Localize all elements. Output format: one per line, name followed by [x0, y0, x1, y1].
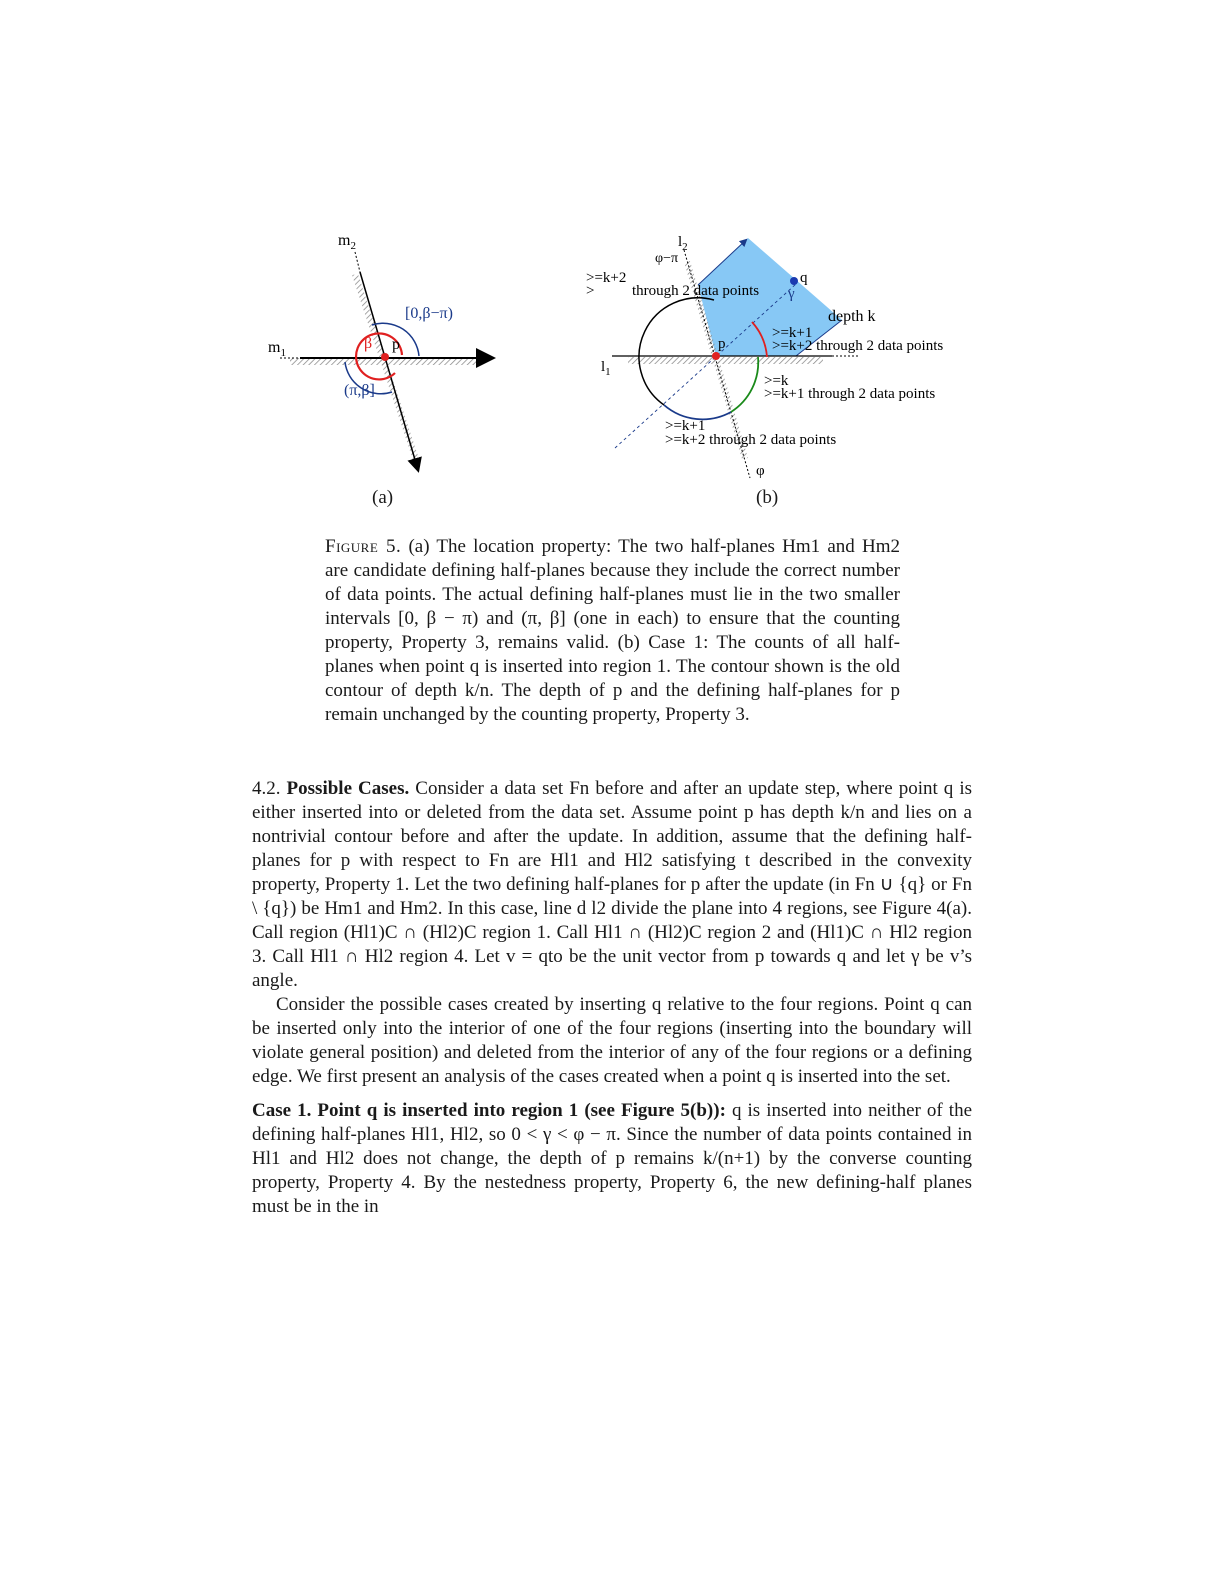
label-q: q: [800, 270, 808, 286]
section-p1: Consider a data set Fn before and after an update step, where point q is either inserted into or deleted from the data set. Assume point p has depth k/n and lies on a nontrivial contour before and after the update. In addition, assume that the defining half-planes for p with respect to Fn are Hl1 and Hl2 satisfying t described in the convexity property, Property 1. Let the two defining half-planes for p after the update (in Fn ∪ {q} or Fn \ {q}) be Hm1 and Hm2. In this case, line d l2 divide the plane into 4 regions, see Figure 4(a). Call region (Hl1)C ∩ (Hl2)C region 1. Call Hl1 ∩ (Hl2)C region 2 and (Hl1)C ∩ Hl2 region 3. Call Hl1 ∩ Hl2 region 4. Let v = qto be the unit vector from p towards q and let γ be v’s angle.: [252, 778, 972, 991]
label-beta: β: [364, 335, 373, 352]
label-k1-right: >=k+1: [772, 325, 813, 341]
label-interval-bottom: (π,β]: [344, 382, 375, 399]
figure-5b: [586, 234, 943, 479]
label-k2-right: >=k+2 through 2 data points: [772, 338, 944, 354]
section-title: Possible Cases.: [286, 778, 410, 799]
label-l2: $l_2$: [678, 234, 688, 253]
label-k2-bot: >=k+2 through 2 data points: [665, 432, 837, 448]
label-k1-bot: >=k+1: [665, 418, 706, 434]
m2-line: [360, 272, 418, 470]
label-through-top: through 2 data points: [632, 283, 760, 299]
label-k-mid: >=k: [764, 373, 789, 389]
label-interval-top: [0,β−π): [405, 305, 453, 322]
section-paragraph-2: Consider the possible cases created by inserting q relative to the four regions. Point q can be inserted only into the interior of one of the four regions (inserting into the boundary will violate general position) and deleted from the interior of any of the four regions or a defining edge. We first present an analysis of the cases created when a point q is inserted into the set.: [252, 994, 972, 1087]
label-m2: $m_2$: [338, 232, 356, 252]
point-p-b: [712, 352, 720, 360]
label-k1-mid: >=k+1 through 2 data points: [764, 386, 936, 402]
label-m1: $m_1$: [268, 339, 286, 359]
sublabel-b: (b): [756, 487, 779, 508]
case-1-title: Case 1. Point q is inserted into region 1 (see Figure 5(b)):: [252, 1100, 726, 1121]
label-gamma: γ: [788, 286, 795, 302]
figure-caption: [325, 535, 900, 727]
point-p-a: [381, 353, 389, 361]
label-l1: $l_1$: [601, 359, 611, 378]
label-p-a: p: [392, 336, 400, 353]
point-q: [790, 277, 798, 285]
case-1-paragraph: [252, 1099, 972, 1219]
l1-hatch: [628, 357, 823, 364]
caption-lead: Figure 5.: [325, 536, 402, 557]
label-gt-top: >: [586, 283, 595, 299]
label-phi: φ: [756, 463, 765, 479]
figure-5: [0, 0, 1225, 520]
figure-5a: [268, 232, 492, 470]
section-paragraph-1: [252, 777, 972, 993]
section-number: 4.2.: [252, 778, 281, 799]
section-4-2: [252, 777, 972, 1219]
label-depth-k: depth k: [828, 308, 876, 325]
case-1-text: q is inserted into neither of the defining half-planes Hl1, Hl2, so 0 < γ < φ − π. Since the number of data points contained in Hl1 and Hl2 does not change, the depth of p remains k/(n+1) by the converse counting property, Property 4. By the nestedness property, Property 6, the new defining-half planes must be in the in: [252, 1100, 972, 1217]
caption-text: (a) The location property: The two half-planes Hm1 and Hm2 are candidate defining half-planes because they include the correct number of data points. The actual defining half-planes must lie in the two smaller intervals [0, β − π) and (π, β] (one in each) to ensure that the counting property, Property 3, remains valid. (b) Case 1: The counts of all half-planes when point q is inserted into region 1. The contour shown is the old contour of depth k/n. The depth of p and the defining half-planes for p remain unchanged by the counting property, Property 3.: [325, 536, 901, 725]
contour-green-arc: [731, 357, 758, 412]
label-p-b: p: [718, 336, 726, 352]
label-phi-minus-pi: φ−π: [655, 251, 679, 266]
sublabel-a: (a): [372, 487, 394, 508]
m2-hatch: [352, 274, 420, 463]
label-k2-top: >=k+2: [586, 270, 627, 286]
